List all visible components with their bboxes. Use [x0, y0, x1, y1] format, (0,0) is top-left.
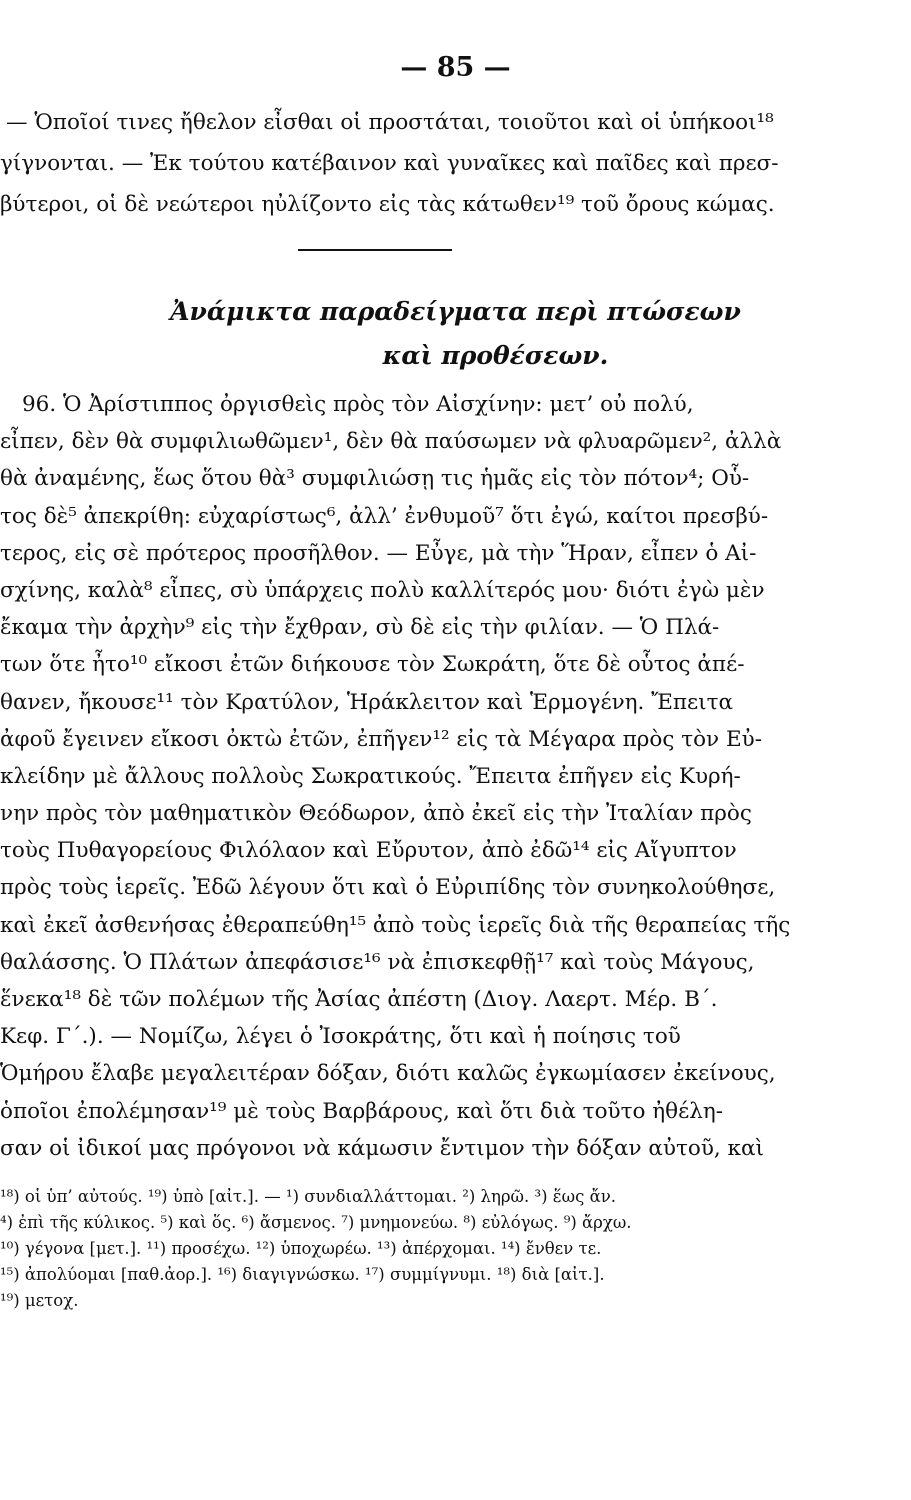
body-line: τοὺς Πυθαγορείους Φιλόλαον καὶ Εὔρυτον, ἀπὸ ἐδῶ¹⁴ εἰς Αἴγυπτον [0, 838, 737, 864]
intro-line: βύτεροι, οἱ δὲ νεώτεροι ηὐλίζοντο εἰς τὰς κάτωθεν¹⁹ τοῦ ὄρους κώμας. [0, 192, 775, 217]
footnote-line: ¹⁰) γέγονα [μετ.]. ¹¹) προσέχω. ¹²) ὑποχωρέω. ¹³) ἀπέρχομαι. ¹⁴) ἔνθεν τε. [0, 1239, 602, 1258]
body-line: τος δὲ⁵ ἀπεκρίθη: εὐχαρίστως⁶, ἀλλ’ ἐνθυμοῦ⁷ ὅτι ἐγώ, καίτοι πρεσβύ- [0, 503, 769, 529]
body-line: 96. Ὁ Ἀρίστιππος ὀργισθεὶς πρὸς τὸν Αἰσχίνην: μετ’ οὐ πολύ, [22, 392, 694, 417]
footnote-line: ¹⁵) ἀπολύομαι [παθ.ἀορ.]. ¹⁶) διαγιγνώσκω. ¹⁷) συμμίγνυμι. ¹⁸) διὰ [αἰτ.]. [0, 1265, 605, 1284]
body-line: των ὅτε ἦτο¹⁰ εἴκοσι ἐτῶν διήκουσε τὸν Σωκράτη, ὅτε δὲ οὗτος ἀπέ- [0, 652, 745, 678]
body-line: θὰ ἀναμένης, ἕως ὅτου θὰ³ συμφιλιώσῃ τις ἡμᾶς εἰς τὸν πότον⁴; Οὗ- [0, 466, 750, 492]
footnote-line: ¹⁸) οἱ ὑπ’ αὐτούς. ¹⁹) ὑπὸ [αἰτ.]. — ¹) συνδιαλλάττομαι. ²) ληρῶ. ³) ἕως ἄν. [0, 1187, 617, 1206]
exercise-96-text [0, 386, 900, 1167]
body-line: ἔκαμα τὴν ἀρχὴν⁹ εἰς τὴν ἔχθραν, σὺ δὲ εἰς τὴν φιλίαν. — Ὁ Πλά- [0, 615, 720, 641]
footnote-line: ¹⁹) μετοχ. [0, 1291, 79, 1310]
intro-line: — Ὁποῖοί τινες ἤθελον εἶσθαι οἱ προστάται, τοιοῦτοι καὶ οἱ ὑπήκοοι¹⁸ [6, 110, 774, 135]
body-line: ἕνεκα¹⁸ δὲ τῶν πολέμων τῆς Ἀσίας ἀπέστη (Διογ. Λαερτ. Μέρ. Β΄. [0, 987, 718, 1012]
body-line: Κεφ. Γ΄.). — Νομίζω, λέγει ὁ Ἰσοκράτης, ὅτι καὶ ἡ ποίησις τοῦ [0, 1024, 681, 1050]
body-line: κλείδην μὲ ἄλλους πολλοὺς Σωκρατικούς. Ἔπειτα ἐπῆγεν εἰς Κυρή- [0, 763, 741, 789]
body-line: ὁποῖοι ἐπολέμησαν¹⁹ μὲ τοὺς Βαρβάρους, καὶ ὅτι διὰ τοῦτο ἠθέλη- [0, 1098, 723, 1124]
body-line: θανεν, ἤκουσε¹¹ τὸν Κρατύλον, Ἡράκλειτον καὶ Ἑρμογένη. Ἔπειτα [0, 689, 733, 715]
body-line: καὶ ἐκεῖ ἀσθενήσας ἐθεραπεύθη¹⁵ ἀπὸ τοὺς ἱερεῖς διὰ τῆς θεραπείας τῆς [0, 912, 791, 938]
body-line: τερος, εἰς σὲ πρότερος προσῆλθον. — Εὖγε, μὰ τὴν Ἥραν, εἶπεν ὁ Αἰ- [0, 540, 757, 566]
footnotes [0, 1184, 900, 1314]
page-number: — 85 — [400, 52, 511, 83]
intro-paragraph [0, 102, 900, 225]
body-line: Ὁμήρου ἔλαβε μεγαλειτέραν δόξαν, διότι καλῶς ἐγκωμίασεν ἐκείνους, [0, 1061, 776, 1087]
body-line: θαλάσσης. Ὁ Πλάτων ἀπεφάσισε¹⁶ νὰ ἐπισκεφθῇ¹⁷ καὶ τοὺς Μάγους, [0, 949, 755, 975]
section-heading [0, 290, 911, 378]
body-line: σχίνης, καλὰ⁸ εἶπες, σὺ ὑπάρχεις πολὺ καλλίτερός μου· διότι ἐγὼ μὲν [0, 577, 765, 603]
body-line: σαν οἱ ἰδικοί μας πρόγονοι νὰ κάμωσιν ἔντιμον τὴν δόξαν αὐτοῦ, καὶ [0, 1135, 764, 1161]
intro-line: γίγνονται. — Ἐκ τούτου κατέβαινον καὶ γυναῖκες καὶ παῖδες καὶ πρεσ- [0, 151, 779, 176]
body-line: εἶπεν, δὲν θὰ συμφιλιωθῶμεν¹, δὲν θὰ παύσωμεν νὰ φλυαρῶμεν², ἀλλὰ [0, 429, 782, 455]
section-heading-line: καὶ προθέσεων. [382, 341, 609, 370]
section-divider [298, 249, 452, 251]
body-line: ἀφοῦ ἔγεινεν εἴκοσι ὀκτὼ ἐτῶν, ἐπῆγεν¹² εἰς τὰ Μέγαρα πρὸς τὸν Εὐ- [0, 726, 762, 752]
body-line: πρὸς τοὺς ἱερεῖς. Ἐδῶ λέγουν ὅτι καὶ ὁ Εὐριπίδης τὸν συνηκολούθησε, [0, 875, 776, 901]
body-line: νην πρὸς τὸν μαθηματικὸν Θεόδωρον, ἀπὸ ἐκεῖ εἰς τὴν Ἰταλίαν πρὸς [0, 801, 752, 827]
footnote-line: ⁴) ἐπὶ τῆς κύλικος. ⁵) καὶ ὅς. ⁶) ἄσμενος. ⁷) μνημονεύω. ⁸) εὐλόγως. ⁹) ἄρχω. [0, 1213, 632, 1232]
section-heading-line: Ἀνάμικτα παραδείγματα περὶ πτώσεων [170, 297, 741, 326]
